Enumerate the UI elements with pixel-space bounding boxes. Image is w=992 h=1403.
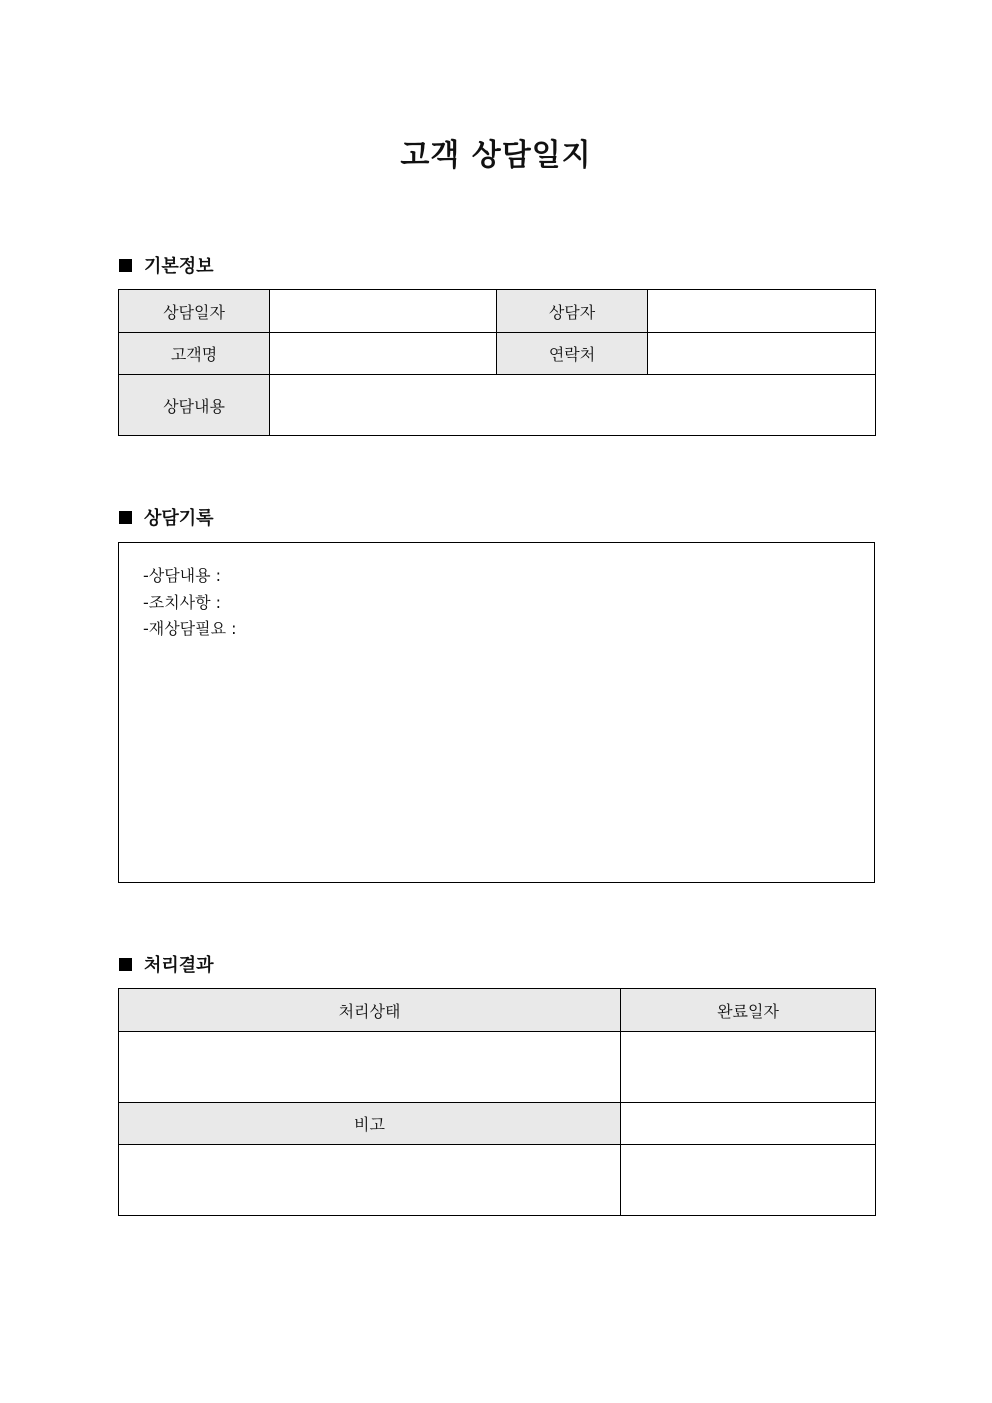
basic-info-table	[118, 289, 876, 436]
square-bullet-icon	[119, 511, 132, 524]
consult-record-heading-text: 상담기록	[144, 508, 214, 529]
processing-result-heading-text: 처리결과	[144, 955, 214, 976]
processing-status-label: 처리상태	[119, 989, 621, 1032]
table-row	[119, 375, 876, 436]
table-row	[119, 1103, 876, 1145]
record-line-action: -조치사항 :	[143, 592, 222, 612]
customer-name-field[interactable]	[270, 333, 497, 375]
remarks-field[interactable]	[119, 1145, 621, 1216]
basic-info-heading-text: 기본정보	[144, 256, 214, 277]
table-row	[119, 333, 876, 375]
consultant-field[interactable]	[648, 290, 876, 333]
remarks-side-field[interactable]	[621, 1145, 876, 1216]
table-row	[119, 1145, 876, 1216]
consult-record-lines	[143, 563, 237, 643]
customer-name-label: 고객명	[119, 333, 270, 375]
contact-label: 연락처	[497, 333, 648, 375]
table-row	[119, 989, 876, 1032]
consult-date-label: 상담일자	[119, 290, 270, 333]
document-title: 고객 상담일지	[400, 138, 592, 173]
square-bullet-icon	[119, 259, 132, 272]
consult-record-box[interactable]	[118, 542, 875, 883]
consultant-label: 상담자	[497, 290, 648, 333]
record-line-reconsult: -재상담필요 :	[143, 619, 237, 638]
basic-info-heading	[119, 253, 214, 277]
completion-date-field[interactable]	[621, 1032, 876, 1103]
table-row	[119, 1032, 876, 1103]
remarks-side-cell[interactable]	[621, 1103, 876, 1145]
consult-date-field[interactable]	[270, 290, 497, 333]
consult-content-field[interactable]	[270, 375, 876, 436]
processing-status-field[interactable]	[119, 1032, 621, 1103]
consult-record-heading	[119, 505, 214, 529]
remarks-label: 비고	[119, 1103, 621, 1145]
consult-content-label: 상담내용	[119, 375, 270, 436]
processing-result-table	[118, 988, 876, 1216]
table-row	[119, 290, 876, 333]
square-bullet-icon	[119, 958, 132, 971]
contact-field[interactable]	[648, 333, 876, 375]
completion-date-label: 완료일자	[621, 989, 876, 1032]
processing-result-heading	[119, 952, 214, 976]
record-line-content: -상담내용 :	[143, 566, 222, 585]
